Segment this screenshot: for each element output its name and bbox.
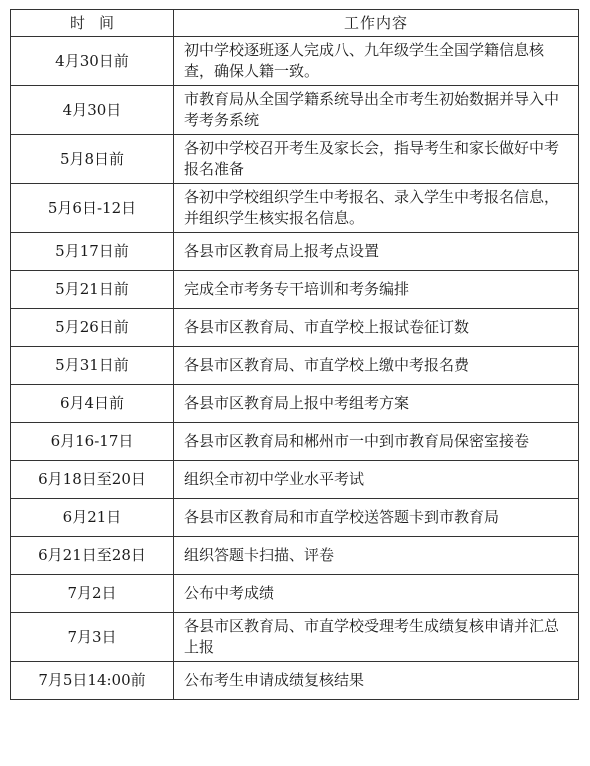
row-time: 7月2日 xyxy=(11,575,174,613)
row-content: 初中学校逐班逐人完成八、九年级学生全国学籍信息核查，确保人籍一致。 xyxy=(174,37,579,86)
table-row xyxy=(11,662,579,700)
table-row xyxy=(11,423,579,461)
row-time: 6月21日至28日 xyxy=(11,537,174,575)
table-row xyxy=(11,575,579,613)
row-content: 各县市区教育局和市直学校送答题卡到市教育局 xyxy=(174,499,579,537)
row-content: 各县市区教育局和郴州市一中到市教育局保密室接卷 xyxy=(174,423,579,461)
row-time: 5月26日前 xyxy=(11,309,174,347)
table-row xyxy=(11,309,579,347)
table-row xyxy=(11,184,579,233)
schedule-table xyxy=(10,9,579,700)
row-time: 6月18日至20日 xyxy=(11,461,174,499)
header-content: 工作内容 xyxy=(174,10,579,37)
row-time: 4月30日 xyxy=(11,86,174,135)
row-content: 市教育局从全国学籍系统导出全市考生初始数据并导入中考考务系统 xyxy=(174,86,579,135)
table-row xyxy=(11,86,579,135)
row-time: 7月3日 xyxy=(11,613,174,662)
table-row xyxy=(11,135,579,184)
row-time: 6月4日前 xyxy=(11,385,174,423)
row-time: 7月5日14:00前 xyxy=(11,662,174,700)
table-row xyxy=(11,499,579,537)
row-content: 各县市区教育局、市直学校上缴中考报名费 xyxy=(174,347,579,385)
table-row xyxy=(11,613,579,662)
row-content: 各县市区教育局上报考点设置 xyxy=(174,233,579,271)
row-time: 4月30日前 xyxy=(11,37,174,86)
table-header-row xyxy=(11,10,579,37)
row-time: 6月21日 xyxy=(11,499,174,537)
row-content: 各县市区教育局、市直学校受理考生成绩复核申请并汇总上报 xyxy=(174,613,579,662)
row-time: 5月21日前 xyxy=(11,271,174,309)
table-row xyxy=(11,347,579,385)
row-time: 5月6日-12日 xyxy=(11,184,174,233)
table-row xyxy=(11,537,579,575)
row-content: 公布考生申请成绩复核结果 xyxy=(174,662,579,700)
table-row xyxy=(11,461,579,499)
row-content: 各初中学校组织学生中考报名、录入学生中考报名信息，并组织学生核实报名信息。 xyxy=(174,184,579,233)
row-content: 完成全市考务专干培训和考务编排 xyxy=(174,271,579,309)
row-content: 组织全市初中学业水平考试 xyxy=(174,461,579,499)
row-time: 5月8日前 xyxy=(11,135,174,184)
table-row xyxy=(11,385,579,423)
row-content: 公布中考成绩 xyxy=(174,575,579,613)
schedule-table-wrapper xyxy=(10,9,578,700)
row-content: 各县市区教育局、市直学校上报试卷征订数 xyxy=(174,309,579,347)
row-time: 5月17日前 xyxy=(11,233,174,271)
table-row xyxy=(11,271,579,309)
table-row xyxy=(11,233,579,271)
table-row xyxy=(11,37,579,86)
row-content: 组织答题卡扫描、评卷 xyxy=(174,537,579,575)
row-time: 5月31日前 xyxy=(11,347,174,385)
header-time: 时间 xyxy=(11,10,174,37)
row-content: 各初中学校召开考生及家长会，指导考生和家长做好中考报名准备 xyxy=(174,135,579,184)
row-time: 6月16-17日 xyxy=(11,423,174,461)
row-content: 各县市区教育局上报中考组考方案 xyxy=(174,385,579,423)
